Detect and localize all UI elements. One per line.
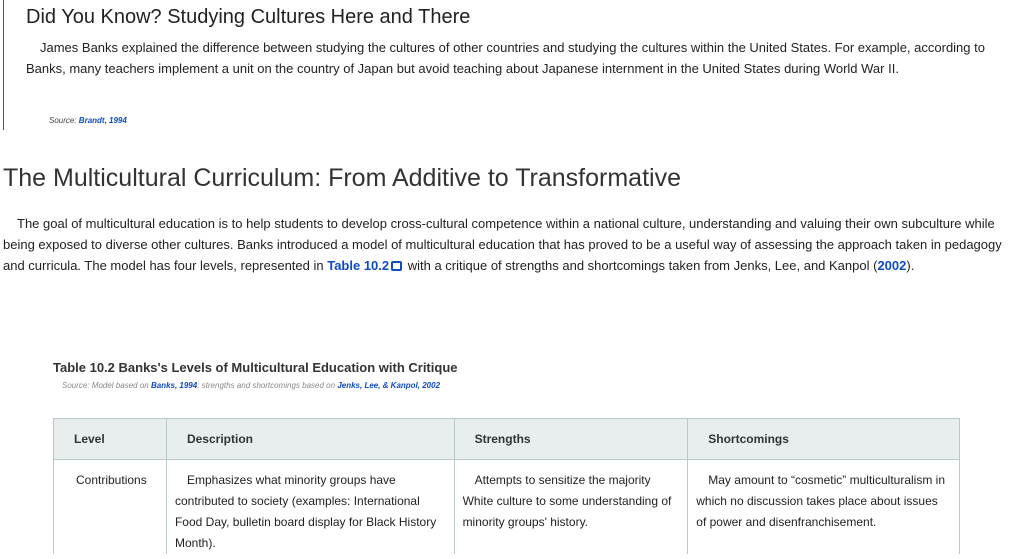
- paragraph-text-2: with a critique of strengths and shortcomings taken from Jenks, Lee, and Kanpol (: [404, 258, 878, 273]
- source-label: Source:: [49, 116, 79, 125]
- did-you-know-source: [49, 116, 127, 125]
- cell-level: Contributions: [54, 460, 167, 555]
- paragraph-text-3: ).: [906, 258, 915, 273]
- table-source-prefix: Source: Model based on: [62, 381, 151, 390]
- paragraph-text-1: The goal of multicultural education is to help students to develop cross-cultural competence within a national culture, understanding and valuing their own subculture while being exposed to diverse other cultures. Banks introduced a model of multicultural education that has proved to be a useful way of assessing the approach taken in pedagogy and curricula. The model has four levels, represented in: [3, 216, 1002, 273]
- header-strengths: Strengths: [454, 419, 688, 460]
- section-title: The Multicultural Curriculum: From Additive to Transformative: [3, 164, 681, 192]
- did-you-know-body: James Banks explained the difference between studying the cultures of other countries and studying the cultures within the United States. For example, according to Banks, many teachers implement a unit on the country of Japan but avoid teaching about Japanese internment in the United States during World War II.: [26, 40, 985, 76]
- table-source-link-jenks[interactable]: Jenks, Lee, & Kanpol, 2002: [337, 381, 441, 390]
- table-source: [62, 381, 440, 390]
- header-description: Description: [166, 419, 454, 460]
- table-10-2-link[interactable]: Table 10.2: [327, 258, 390, 273]
- header-shortcomings: Shortcomings: [688, 419, 960, 460]
- cell-shortcomings: May amount to “cosmetic” multiculturalism in which no discussion takes place about issues of power and disenfranchisement.: [688, 460, 960, 555]
- year-2002-link[interactable]: 2002: [877, 258, 907, 273]
- table-header-row: [54, 419, 960, 460]
- did-you-know-title: Did You Know? Studying Cultures Here and There: [26, 6, 471, 28]
- table-source-link-banks[interactable]: Banks, 1994: [150, 381, 198, 390]
- cell-strengths: Attempts to sensitize the majority White culture to some understanding of minority groups' history.: [454, 460, 688, 555]
- header-level: Level: [54, 419, 167, 460]
- external-link-icon[interactable]: [391, 261, 402, 271]
- section-paragraph: [3, 213, 1013, 276]
- table-caption: Table 10.2 Banks's Levels of Multicultural Education with Critique: [53, 360, 458, 375]
- source-link-brandt[interactable]: Brandt, 1994: [78, 116, 127, 125]
- table-row: [54, 460, 960, 555]
- did-you-know-box: [3, 0, 1004, 130]
- cell-description: Emphasizes what minority groups have contributed to society (examples: International Food Day, bulletin board display for Black History Month).: [166, 460, 454, 555]
- levels-table: [53, 418, 960, 554]
- table-source-mid: ; strengths and shortcomings based on: [197, 381, 338, 390]
